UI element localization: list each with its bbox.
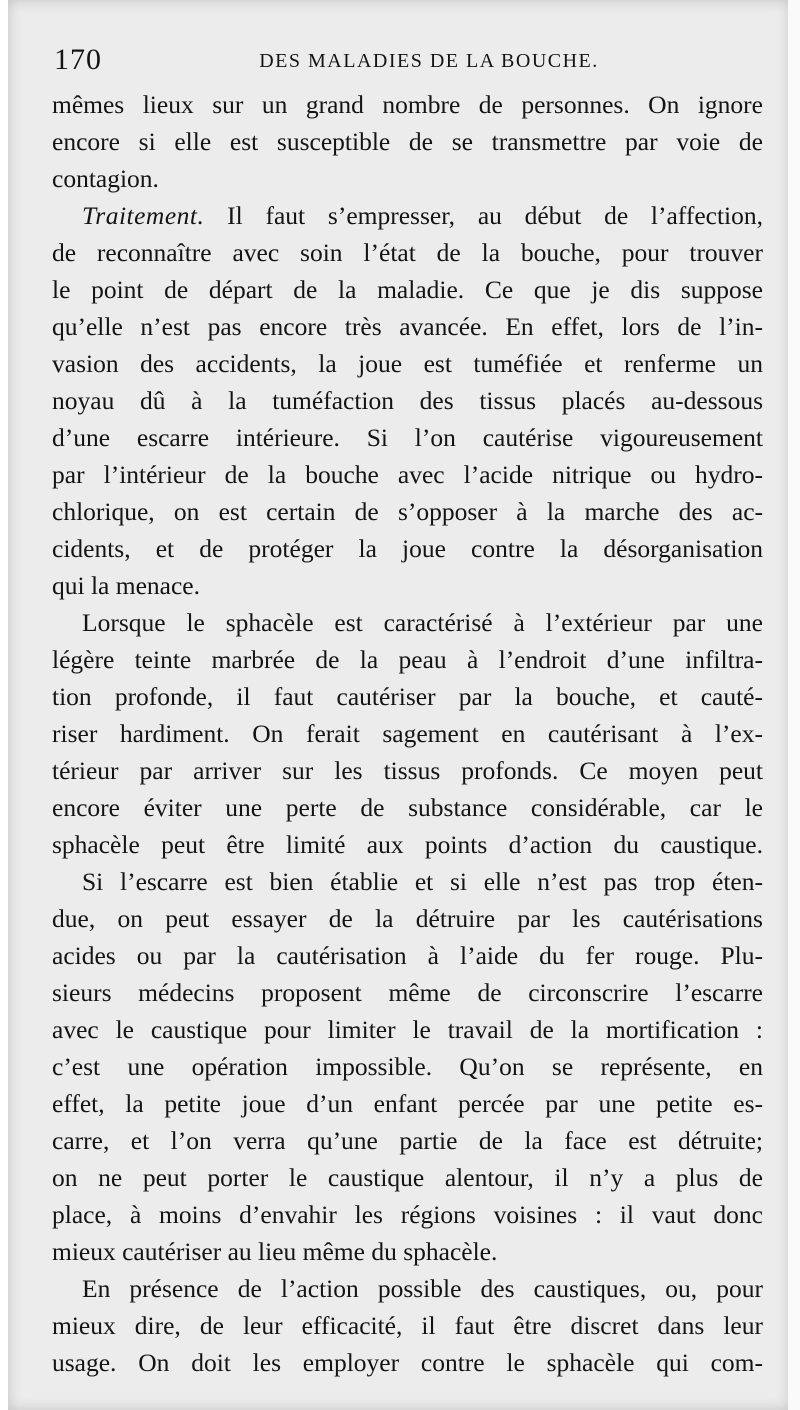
text-line: mieux cautériser au lieu même du sphacèle. (52, 1237, 498, 1266)
text-line: En présence de l’action possible des caustiques, ou, pour (82, 1274, 763, 1303)
text-line: cidents, et de protéger la joue contre la désorganisation (52, 534, 763, 563)
text-line: par l’intérieur de la bouche avec l’acide nitrique ou hydro- (52, 460, 763, 489)
page-header: DES MALADIES DE LA BOUCHE. (259, 50, 599, 72)
text-line: acides ou par la cautérisation à l’aide du fer rouge. Plu- (52, 941, 763, 970)
text-line: vasion des accidents, la joue est tuméfiée et renferme un (52, 349, 763, 378)
text-line: carre, et l’on verra qu’une partie de la face est détruite; (52, 1126, 763, 1155)
page-edge (788, 0, 800, 1410)
text-line: de reconnaître avec soin l’état de la bouche, pour trouver (52, 238, 763, 267)
text-line: on ne peut porter le caustique alentour, il n’y a plus de (52, 1163, 763, 1192)
text-line: mêmes lieux sur un grand nombre de personnes. On ignore (52, 90, 763, 119)
page-number: 170 (54, 43, 102, 76)
text-line: due, on peut essayer de la détruire par les cautérisations (52, 904, 763, 933)
text-line: tion profonde, il faut cautériser par la bouche, et cauté- (52, 682, 763, 711)
section-lead: Traitement. (82, 201, 205, 230)
text-line (52, 197, 763, 234)
text-line: effet, la petite joue d’un enfant percée par une petite es- (52, 1089, 763, 1118)
text-line: riser hardiment. On ferait sagement en cautérisant à l’ex- (52, 719, 763, 748)
text-line: qu’elle n’est pas encore très avancée. En effet, lors de l’in- (52, 312, 763, 341)
text-line: légère teinte marbrée de la peau à l’endroit d’une infiltra- (52, 645, 763, 674)
text-line: mieux dire, de leur efficacité, il faut être discret dans leur (52, 1311, 763, 1340)
text-line: encore si elle est susceptible de se transmettre par voie de (52, 127, 763, 156)
text-line: qui la menace. (52, 571, 200, 600)
text-line: Lorsque le sphacèle est caractérisé à l’extérieur par une (82, 608, 763, 637)
text-line: avec le caustique pour limiter le travail de la mortification : (52, 1015, 763, 1044)
text-line: sieurs médecins proposent même de circonscrire l’escarre (52, 978, 763, 1007)
text-line: usage. On doit les employer contre le sphacèle qui com- (52, 1348, 763, 1377)
running-head (54, 40, 764, 80)
text-line: encore éviter une perte de substance considérable, car le (52, 793, 763, 822)
text-line: chlorique, on est certain de s’opposer à la marche des ac- (52, 497, 763, 526)
text-line: térieur par arriver sur les tissus profonds. Ce moyen peut (52, 756, 763, 785)
text-line: contagion. (52, 164, 159, 193)
text-line-body: Il faut s’empresser, au début de l’affection, (204, 201, 763, 230)
body-text (52, 86, 763, 1381)
text-line: noyau dû à la tuméfaction des tissus placés au-dessous (52, 386, 763, 415)
text-line: c’est une opération impossible. Qu’on se représente, en (52, 1052, 763, 1081)
text-line: sphacèle peut être limité aux points d’action du caustique. (52, 830, 763, 859)
text-line: d’une escarre intérieure. Si l’on cautérise vigoureusement (52, 423, 763, 452)
text-line: le point de départ de la maladie. Ce que je dis suppose (52, 275, 763, 304)
text-line: Si l’escarre est bien établie et si elle n’est pas trop éten- (82, 867, 763, 896)
text-line: place, à moins d’envahir les régions voisines : il vaut donc (52, 1200, 763, 1229)
